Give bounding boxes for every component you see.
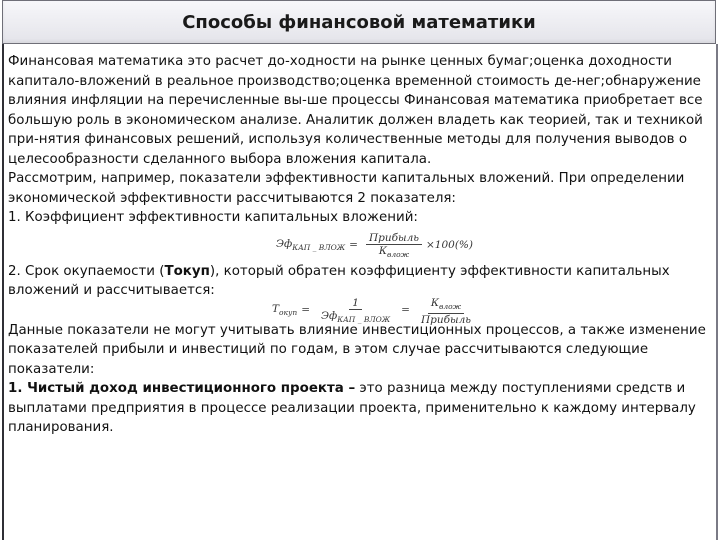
formula-efficiency-row [8,228,710,262]
list-item-efficiency: 1. Коэффициент эффективности капитальных вложений: [8,210,418,225]
formula2-fraction-1: $\frac{1}{Эф_{КАП \_ ВЛОЖ}}$ [321,296,391,324]
slide-title: Способы финансовой математики [182,11,536,33]
formula-equals: = [349,239,358,252]
title-bar [2,0,716,44]
slide-body [8,52,710,438]
formula-denominator: $К_{влож}$ [378,244,410,259]
formula-payback-row [8,296,710,326]
formula-multiplier: ×100(%) [425,239,473,252]
intro-paragraph: Финансовая математика это расчет до-ходности на рынке ценных бумаг;оценка доходности капитало-вложений в реальное производство;оценка временной стоимость де-нег;обнаружение влияния инфляции на перечисленные вы-ше процессы Финансовая математика приобретает все большую роль в экономическом анализе. Аналитик должен владеть как теорией, так и техникой при-нятия финансовых решений, используя количественные методы для получения выводов о целесообразности сделанного выбора вложения капитала. [8,54,703,167]
indicators-paragraph: Рассмотрим, например, показатели эффективности капитальных вложений. При определении экономической эффективности рассчитываются 2 показателя: [8,171,685,206]
formula-efficiency [276,232,473,261]
right-border [716,44,718,540]
formula-payback: $Т_{окуп}$ = $\frac{1}{Эф_{КАП \_ ВЛОЖ}}$ = $\frac{К_{влож}}{\text{Прибыль}}$ [272,297,478,326]
list-item-payback: 2. Срок окупаемости (Токуп), который обратен коэффициенту эффективности капитальных вложений и рассчитывается: [8,263,670,298]
formula-lhs: $Эф_{КАП \_ ВЛОЖ}$ [276,237,346,252]
limitations-paragraph: Данные показатели не могут учитывать влияние инвестиционных процессов, а также изменение показателей прибыли и инвестиций по годам, в этом случае рассчитываются следующие показатели: [8,322,706,377]
net-income-term: 1. Чистый доход инвестиционного проекта – [8,381,356,396]
formula-numerator: Прибыль [366,232,422,245]
formula2-lhs: $Т_{окуп}$ [272,302,298,317]
net-income-paragraph: 1. Чистый доход инвестиционного проекта – это разница между поступлениями средств и выплатами предприятия в процессе реализации проекта, применительно к каждому интервалу планирования. [8,381,696,435]
formula2-fraction-2: $\frac{К_{влож}}{\text{Прибыль}}$ [420,296,471,326]
formula-fraction [366,232,422,261]
left-border [2,44,4,540]
payback-term: Токуп [164,263,210,279]
